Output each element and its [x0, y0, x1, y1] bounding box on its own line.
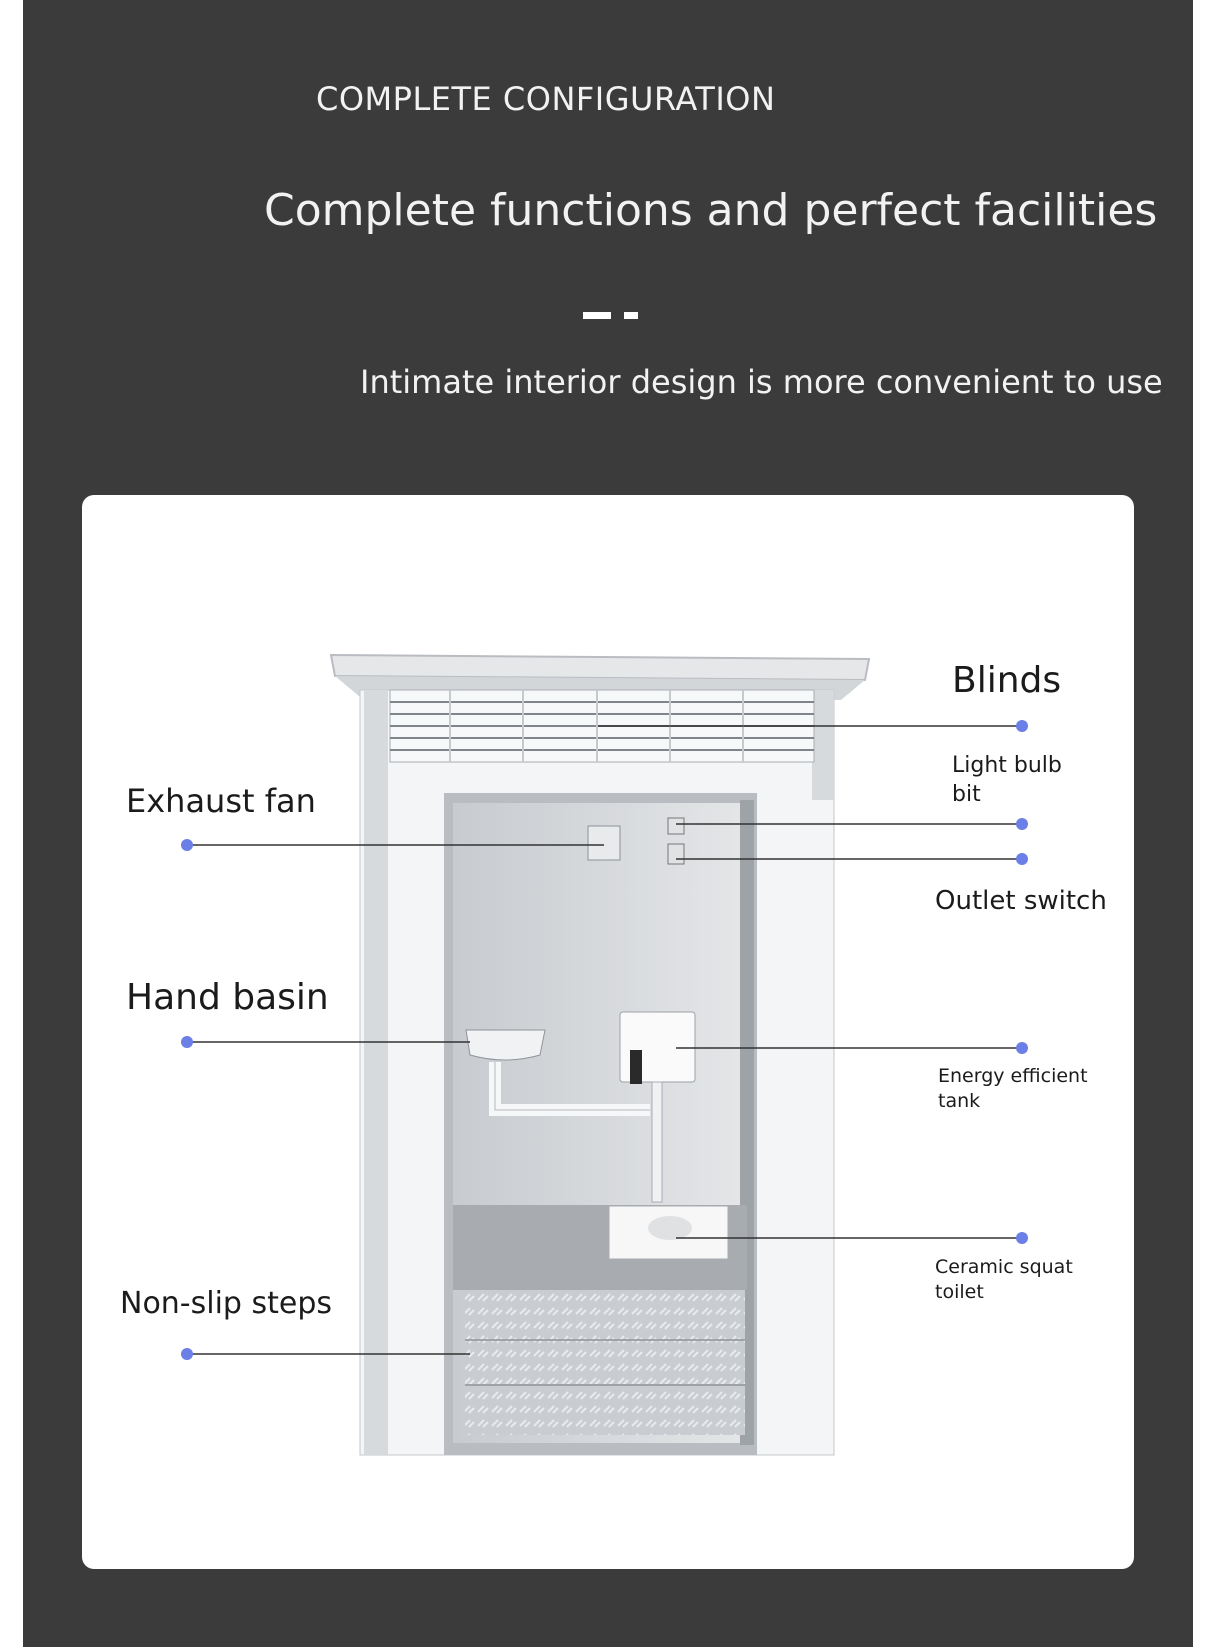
callout-exhaust-fan: Exhaust fan — [126, 782, 316, 820]
section-eyebrow: COMPLETE CONFIGURATION — [316, 80, 776, 118]
dot-blinds — [1016, 720, 1028, 732]
callout-blinds: Blinds — [952, 660, 1062, 701]
callout-non-slip-steps: Non-slip steps — [120, 1286, 333, 1321]
dot-exhaust-fan — [181, 839, 193, 851]
dot-light-bulb — [1016, 818, 1028, 830]
dot-energy-tank — [1016, 1042, 1028, 1054]
callout-light-bulb: Light bulb bit — [952, 753, 1062, 807]
callout-squat-toilet: Ceramic squat toilet — [935, 1256, 1073, 1303]
callout-energy-tank: Energy efficient tank — [938, 1065, 1088, 1112]
dot-non-slip-steps — [181, 1348, 193, 1360]
section-headline: Complete functions and perfect facilities — [264, 185, 1158, 236]
dot-outlet-switch — [1016, 853, 1028, 865]
dot-hand-basin — [181, 1036, 193, 1048]
callout-outlet-switch: Outlet switch — [935, 886, 1107, 916]
section-subline: Intimate interior design is more convenient to use — [360, 363, 1163, 401]
dot-squat-toilet — [1016, 1232, 1028, 1244]
callout-hand-basin: Hand basin — [126, 977, 329, 1018]
